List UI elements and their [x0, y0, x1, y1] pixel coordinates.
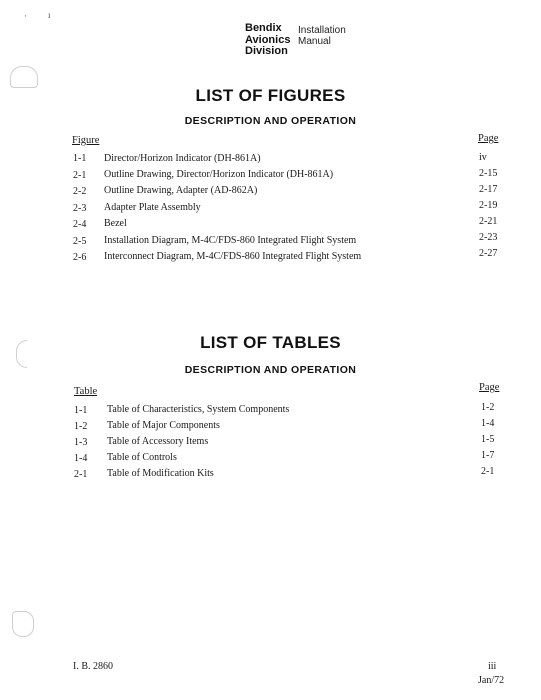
figure-number: 2-3 — [73, 203, 87, 214]
table-page: 2-1 — [481, 466, 495, 477]
figure-page: 2-15 — [479, 168, 498, 179]
table-title: Table of Accessory Items — [107, 436, 209, 447]
table-title: Table of Characteristics, System Components — [107, 404, 290, 415]
figure-title: Installation Diagram, M-4C/FDS-860 Integrated Flight System — [104, 235, 357, 246]
figure-title: Interconnect Diagram, M-4C/FDS-860 Integrated Flight System — [104, 251, 362, 262]
table-number: 2-1 — [74, 469, 88, 480]
figures-col-figure: Figure — [72, 135, 100, 146]
table-page: 1-4 — [481, 418, 495, 429]
doc-number: I. B. 2860 — [73, 661, 113, 672]
figures-subtitle: DESCRIPTION AND OPERATION — [184, 115, 357, 127]
figure-number: 1-1 — [73, 153, 87, 164]
figure-number: 2-5 — [73, 236, 87, 247]
binder-hole-mark — [12, 611, 34, 637]
tables-subtitle: DESCRIPTION AND OPERATION — [184, 364, 357, 376]
figure-page: 2-27 — [479, 248, 498, 259]
figure-number: 2-2 — [73, 186, 87, 197]
doc-type — [298, 25, 346, 47]
figure-page: 2-19 — [479, 200, 498, 211]
org-line: Bendix — [245, 22, 282, 34]
table-title: Table of Controls — [107, 452, 177, 463]
table-number: 1-1 — [74, 405, 88, 416]
figure-title: Director/Horizon Indicator (DH-861A) — [104, 153, 261, 164]
org-line: Avionics — [245, 33, 291, 46]
figure-page: 2-17 — [479, 184, 498, 195]
tables-col-table: Table — [74, 386, 98, 397]
figure-number: 2-1 — [73, 170, 87, 181]
figure-title: Outline Drawing, Adapter (AD-862A) — [104, 185, 258, 196]
table-title: Table of Modification Kits — [107, 468, 214, 479]
figure-title: Adapter Plate Assembly — [104, 202, 201, 213]
figures-col-page: Page — [478, 133, 499, 144]
table-page: 1-5 — [481, 434, 495, 445]
table-page: 1-7 — [481, 450, 495, 461]
figure-page: iv — [479, 152, 487, 163]
table-number: 1-4 — [74, 453, 88, 464]
figure-number: 2-4 — [73, 219, 87, 230]
figure-number: 2-6 — [73, 252, 87, 263]
binder-hole-mark — [10, 66, 38, 88]
figure-title: Outline Drawing, Director/Horizon Indicator (DH-861A) — [104, 169, 334, 180]
doc-type-line: Installation — [298, 25, 346, 36]
tables-col-page: Page — [479, 382, 500, 393]
org-line: Division — [245, 45, 288, 57]
doc-type-line: Manual — [298, 36, 331, 47]
org-name — [245, 23, 290, 58]
figure-page: 2-23 — [479, 232, 498, 243]
scan-mark: ı — [48, 10, 51, 20]
scan-mark: · — [24, 11, 27, 21]
table-number: 1-3 — [74, 437, 88, 448]
page-number: iii — [488, 661, 497, 672]
table-title: Table of Major Components — [107, 420, 220, 431]
table-number: 1-2 — [74, 421, 88, 432]
figures-title: LIST OF FIGURES — [195, 86, 346, 105]
table-page: 1-2 — [481, 402, 495, 413]
figure-page: 2-21 — [479, 216, 498, 227]
tables-title: LIST OF TABLES — [200, 333, 341, 352]
doc-date: Jan/72 — [478, 675, 505, 686]
figure-title: Bezel — [104, 218, 127, 229]
